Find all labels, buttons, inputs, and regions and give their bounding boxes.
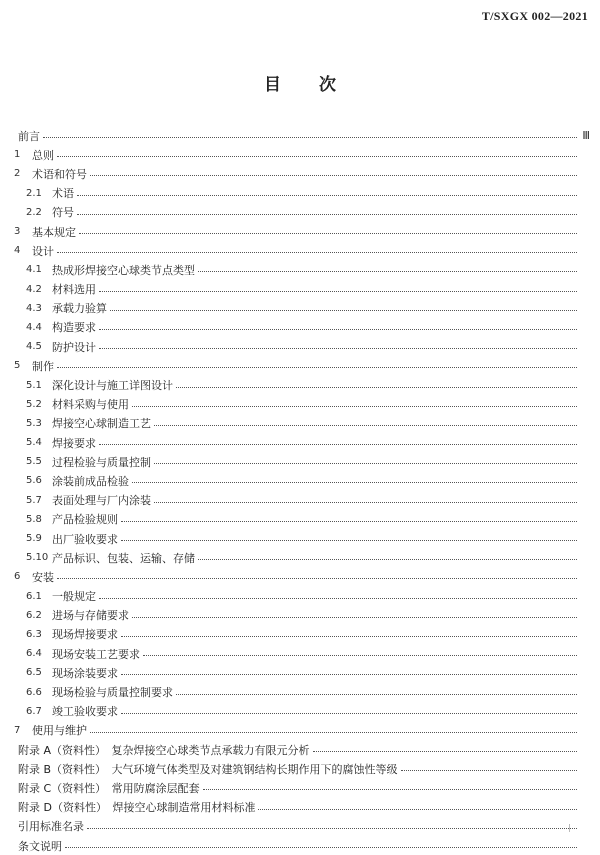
toc-entry-title: 构造要求	[52, 321, 96, 335]
toc-entry[interactable]	[14, 740, 590, 759]
toc-entry[interactable]	[14, 414, 590, 433]
toc-entry-title: 产品标识、包装、运输、存储	[52, 551, 195, 565]
toc-dot-leader	[154, 425, 577, 426]
toc-entry-title: 进场与存储要求	[52, 609, 129, 623]
toc-dot-leader	[110, 310, 577, 311]
toc-entry[interactable]	[14, 567, 590, 586]
toc-entry-title: 符号	[52, 206, 74, 220]
toc-entry[interactable]	[14, 280, 590, 299]
toc-entry-title: 基本规定	[32, 225, 76, 239]
toc-dot-leader	[132, 406, 577, 407]
toc-entry[interactable]	[14, 299, 590, 318]
toc-entry[interactable]	[14, 625, 590, 644]
toc-entry[interactable]	[14, 510, 590, 529]
toc-dot-leader	[121, 713, 577, 714]
toc-entry-number: 4	[14, 245, 21, 257]
toc-dot-leader	[132, 617, 577, 618]
toc-dot-leader	[77, 214, 577, 215]
toc-entry[interactable]	[14, 395, 590, 414]
toc-entry-number: 5.7	[26, 494, 42, 506]
toc-entry-title: 使用与维护	[32, 724, 87, 738]
toc-dot-leader	[198, 559, 577, 560]
toc-entry[interactable]	[14, 702, 590, 721]
toc-dot-leader	[121, 521, 577, 522]
toc-entry-title: 深化设计与施工详图设计	[52, 379, 173, 393]
toc-entry-number: 6.1	[26, 590, 42, 602]
toc-entry-title: 材料采购与使用	[52, 398, 129, 412]
toc-entry-page: Ⅲ	[582, 130, 590, 143]
toc-entry[interactable]	[14, 798, 590, 817]
toc-entry[interactable]	[14, 184, 590, 203]
toc-dot-leader	[154, 463, 577, 464]
toc-entry[interactable]	[14, 759, 590, 778]
table-of-contents	[14, 126, 590, 855]
toc-entry-title: 竣工验收要求	[52, 705, 118, 719]
toc-entry[interactable]	[14, 241, 590, 260]
toc-dot-leader	[143, 655, 577, 656]
toc-entry-title: 附录 A（资料性） 复杂焊接空心球类节点承载力有限元分析	[18, 743, 310, 757]
toc-entry[interactable]	[14, 433, 590, 452]
page-edge-mark	[569, 824, 570, 832]
toc-dot-leader	[132, 482, 577, 483]
toc-entry-title: 安装	[32, 570, 54, 584]
toc-entry-title: 表面处理与厂内涂装	[52, 494, 151, 508]
toc-dot-leader	[99, 291, 577, 292]
toc-entry-title: 承载力验算	[52, 302, 107, 316]
toc-entry-number: 5.9	[26, 533, 42, 545]
toc-dot-leader	[65, 847, 577, 848]
toc-entry-title: 制作	[32, 359, 54, 373]
toc-entry-title: 附录 C（资料性） 常用防腐涂层配套	[18, 781, 200, 795]
toc-dot-leader	[57, 578, 577, 579]
toc-entry-title: 焊接要求	[52, 436, 96, 450]
toc-entry-number: 3	[14, 226, 21, 238]
toc-entry-title: 一般规定	[52, 590, 96, 604]
toc-dot-leader	[176, 387, 577, 388]
toc-entry[interactable]	[14, 836, 590, 855]
toc-dot-leader	[79, 233, 577, 234]
toc-entry[interactable]	[14, 222, 590, 241]
toc-entry-title: 总则	[32, 148, 54, 162]
toc-entry[interactable]	[14, 548, 590, 567]
toc-entry[interactable]	[14, 375, 590, 394]
toc-entry-title: 前言	[18, 129, 40, 143]
toc-entry[interactable]	[14, 587, 590, 606]
toc-entry-title: 现场检验与质量控制要求	[52, 686, 173, 700]
toc-entry-title: 附录 D（资料性） 焊接空心球制造常用材料标准	[18, 801, 256, 815]
toc-entry[interactable]	[14, 471, 590, 490]
toc-dot-leader	[258, 809, 577, 810]
toc-entry[interactable]	[14, 663, 590, 682]
toc-dot-leader	[99, 348, 577, 349]
toc-entry-number: 2.1	[26, 187, 42, 199]
toc-entry-title: 条文说明	[18, 839, 62, 853]
toc-dot-leader	[99, 444, 577, 445]
toc-entry-number: 2	[14, 168, 21, 180]
toc-dot-leader	[401, 770, 577, 771]
toc-dot-leader	[313, 751, 577, 752]
toc-dot-leader	[90, 732, 577, 733]
toc-entry[interactable]	[14, 606, 590, 625]
toc-entry-title: 产品检验规则	[52, 513, 118, 527]
toc-entry-title: 引用标准名录	[18, 820, 84, 834]
toc-entry-title: 术语	[52, 187, 74, 201]
toc-entry[interactable]	[14, 260, 590, 279]
toc-entry-number: 6	[14, 571, 21, 583]
toc-entry-number: 4.4	[26, 321, 42, 333]
toc-entry[interactable]	[14, 337, 590, 356]
toc-entry-number: 6.2	[26, 609, 42, 621]
toc-entry-number: 5.10	[26, 552, 49, 564]
toc-entry[interactable]	[14, 682, 590, 701]
toc-entry[interactable]	[14, 452, 590, 471]
toc-dot-leader	[176, 694, 577, 695]
toc-dot-leader	[99, 329, 577, 330]
standard-code: T/SXGX 002—2021	[481, 9, 588, 23]
toc-entry-number: 5.3	[26, 417, 42, 429]
toc-entry-number: 2.2	[26, 206, 42, 218]
toc-entry-number: 5.4	[26, 437, 42, 449]
toc-entry-number: 5.6	[26, 475, 42, 487]
toc-dot-leader	[57, 252, 577, 253]
toc-entry[interactable]	[14, 491, 590, 510]
toc-entry-title: 热成形焊接空心球类节点类型	[52, 263, 195, 277]
toc-entry[interactable]	[14, 318, 590, 337]
toc-entry-number: 4.5	[26, 341, 42, 353]
toc-dot-leader	[121, 674, 577, 675]
toc-entry[interactable]	[14, 529, 590, 548]
toc-entry-number: 5	[14, 360, 21, 372]
toc-dot-leader	[203, 789, 577, 790]
toc-entry[interactable]	[14, 644, 590, 663]
toc-dot-leader	[57, 156, 577, 157]
toc-entry-title: 现场焊接要求	[52, 628, 118, 642]
toc-entry-number: 6.4	[26, 648, 42, 660]
toc-entry-number: 1	[14, 149, 21, 161]
toc-entry-title: 涂装前成品检验	[52, 474, 129, 488]
toc-entry-title: 焊接空心球制造工艺	[52, 417, 151, 431]
toc-entry-title: 附录 B（资料性） 大气环境气体类型及对建筑钢结构长期作用下的腐蚀性等级	[18, 762, 398, 776]
toc-entry-title: 现场安装工艺要求	[52, 647, 140, 661]
toc-entry-number: 6.6	[26, 686, 42, 698]
toc-entry-title: 现场涂装要求	[52, 666, 118, 680]
toc-dot-leader	[121, 636, 577, 637]
toc-entry[interactable]	[14, 778, 590, 797]
toc-entry[interactable]	[14, 164, 590, 183]
toc-entry-number: 5.2	[26, 398, 42, 410]
toc-entry-number: 4.2	[26, 283, 42, 295]
toc-dot-leader	[154, 502, 577, 503]
toc-entry-number: 6.5	[26, 667, 42, 679]
toc-entry-number: 5.8	[26, 513, 42, 525]
toc-entry-title: 设计	[32, 244, 54, 258]
toc-entry-title: 材料选用	[52, 283, 96, 297]
toc-entry[interactable]	[14, 203, 590, 222]
toc-entry-number: 4.3	[26, 302, 42, 314]
toc-entry-title: 过程检验与质量控制	[52, 455, 151, 469]
toc-dot-leader	[77, 195, 577, 196]
toc-entry-number: 5.5	[26, 456, 42, 468]
toc-entry[interactable]	[14, 721, 590, 740]
toc-entry-number: 6.7	[26, 705, 42, 717]
toc-entry[interactable]	[14, 126, 590, 145]
toc-dot-leader	[90, 175, 577, 176]
toc-entry[interactable]	[14, 817, 590, 836]
toc-dot-leader	[121, 540, 577, 541]
toc-entry-title: 术语和符号	[32, 167, 87, 181]
page-title: 目次	[264, 75, 374, 95]
toc-dot-leader	[57, 367, 577, 368]
toc-entry-number: 7	[14, 724, 21, 736]
toc-entry-title: 防护设计	[52, 340, 96, 354]
toc-entry[interactable]	[14, 145, 590, 164]
toc-dot-leader	[99, 598, 577, 599]
toc-dot-leader	[87, 828, 577, 829]
toc-entry-number: 6.3	[26, 628, 42, 640]
toc-entry-title: 出厂验收要求	[52, 532, 118, 546]
toc-entry-number: 5.1	[26, 379, 42, 391]
toc-dot-leader	[43, 137, 577, 138]
toc-entry-number: 4.1	[26, 264, 42, 276]
toc-dot-leader	[198, 271, 577, 272]
toc-entry[interactable]	[14, 356, 590, 375]
